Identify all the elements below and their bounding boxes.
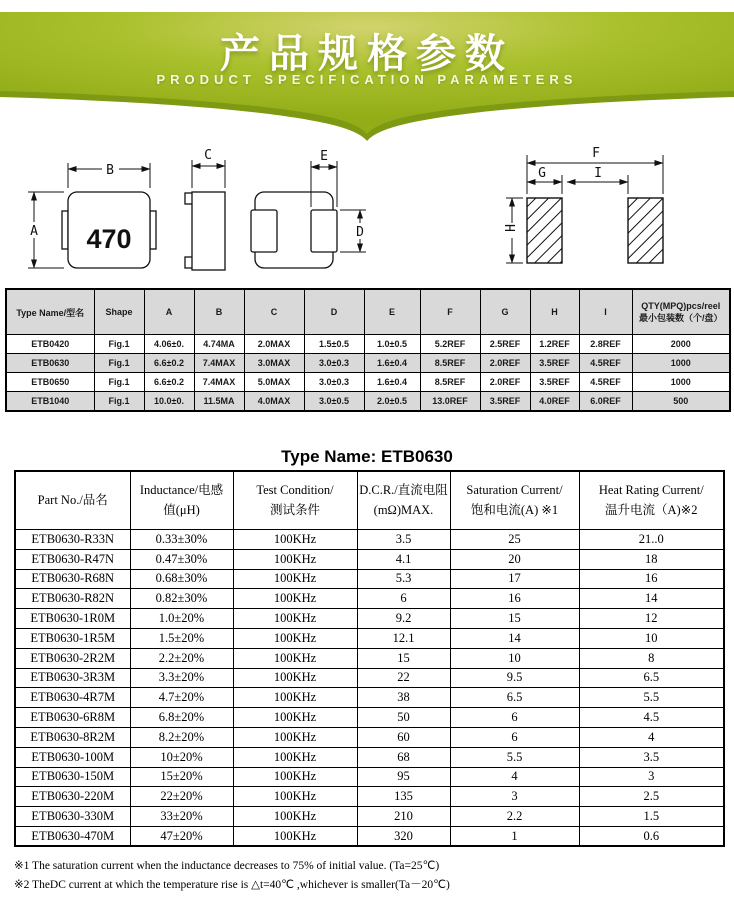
table-cell: 2.8REF <box>579 335 632 354</box>
table-cell: 4.0REF <box>530 392 579 411</box>
dim-label-c: C <box>204 148 212 163</box>
table-row <box>15 609 724 629</box>
table-row <box>6 354 730 373</box>
footnotes <box>14 857 714 895</box>
table-cell: 5.3 <box>357 569 450 589</box>
table-cell: 0.6 <box>579 826 724 846</box>
table-cell: Fig.1 <box>94 354 144 373</box>
table-cell: 0.68±30% <box>130 569 233 589</box>
table-row <box>15 826 724 846</box>
qty-header-line2: 最小包装数（个/盘） <box>638 312 723 323</box>
table-cell: 320 <box>357 826 450 846</box>
table-cell: 33±20% <box>130 807 233 827</box>
dim-label-i: I <box>594 166 602 181</box>
col-qty <box>632 289 730 335</box>
inductance-header-line2: 值(μH) <box>163 502 200 517</box>
table-cell: 0.82±30% <box>130 589 233 609</box>
table-cell: 100KHz <box>233 708 357 728</box>
table-cell: 12 <box>579 609 724 629</box>
table-cell: 1000 <box>632 373 730 392</box>
footnote-2: ※2 TheDC current at which the temperature rise is △t=40℃ ,whichever is smaller(Ta－20℃) <box>14 878 450 891</box>
table-cell: 100KHz <box>233 807 357 827</box>
dim-label-e: E <box>320 149 328 164</box>
spec-table <box>14 470 725 847</box>
table-cell: 3.3±20% <box>130 668 233 688</box>
table-cell: ETB0630-1R0M <box>15 609 130 629</box>
dim-label-g: G <box>538 166 546 181</box>
table-cell: ETB0420 <box>6 335 94 354</box>
table-cell: 4.7±20% <box>130 688 233 708</box>
table-cell: 20 <box>450 549 579 569</box>
table-cell: 135 <box>357 787 450 807</box>
table-row <box>15 549 724 569</box>
table-cell: 1.6±0.4 <box>364 373 420 392</box>
col-test-condition <box>233 471 357 530</box>
top-view-drawing <box>26 161 156 268</box>
table-cell: 8.2±20% <box>130 727 233 747</box>
table-cell: 8.5REF <box>420 373 480 392</box>
table-cell: 2.2±20% <box>130 648 233 668</box>
dimension-table <box>5 288 731 412</box>
table-cell: 3.5REF <box>530 373 579 392</box>
table-cell: ETB0630-1R5M <box>15 628 130 648</box>
col-b: B <box>194 289 244 335</box>
table-cell: 0.33±30% <box>130 530 233 550</box>
table-cell: 7.4MAX <box>194 373 244 392</box>
table-cell: 95 <box>357 767 450 787</box>
table-cell: ETB0650 <box>6 373 94 392</box>
dim-label-a: A <box>30 224 38 239</box>
col-h: H <box>530 289 579 335</box>
table-cell: 2.0REF <box>480 354 530 373</box>
table-cell: 1.6±0.4 <box>364 354 420 373</box>
col-dcr <box>357 471 450 530</box>
dimension-diagrams <box>0 135 734 295</box>
table-row <box>15 628 724 648</box>
table-cell: 12.1 <box>357 628 450 648</box>
table-cell: 100KHz <box>233 747 357 767</box>
table-cell: 10.0±0. <box>144 392 194 411</box>
table-cell: 1.2REF <box>530 335 579 354</box>
table-cell: 4.0MAX <box>244 392 304 411</box>
table-cell: 14 <box>579 589 724 609</box>
table-cell: 4.74MA <box>194 335 244 354</box>
table-cell: ETB0630-R33N <box>15 530 130 550</box>
header-banner <box>0 0 734 150</box>
dim-label-d: D <box>356 225 364 240</box>
table-cell: ETB0630-3R3M <box>15 668 130 688</box>
side-view-drawing <box>185 148 225 270</box>
table-cell: 5.0MAX <box>244 373 304 392</box>
table-cell: 6.0REF <box>579 392 632 411</box>
table-cell: 3.5 <box>357 530 450 550</box>
table-cell: ETB0630-470M <box>15 826 130 846</box>
table-cell: 25 <box>450 530 579 550</box>
table-cell: 14 <box>450 628 579 648</box>
table-cell: 16 <box>450 589 579 609</box>
dim-label-b: B <box>106 163 114 178</box>
table-cell: 100KHz <box>233 569 357 589</box>
page-subtitle: PRODUCT SPECIFICATION PARAMETERS <box>156 72 578 87</box>
table-cell: 3.0±0.3 <box>304 373 364 392</box>
table-cell: 13.0REF <box>420 392 480 411</box>
table-row <box>6 373 730 392</box>
col-i: I <box>579 289 632 335</box>
table-cell: 22±20% <box>130 787 233 807</box>
table-row <box>15 569 724 589</box>
table-cell: ETB0630-330M <box>15 807 130 827</box>
dim-label-h: H <box>504 224 519 232</box>
table-cell: 7.4MAX <box>194 354 244 373</box>
table-row <box>6 335 730 354</box>
table-cell: Fig.1 <box>94 373 144 392</box>
table-row <box>6 392 730 411</box>
table-cell: 15 <box>450 609 579 629</box>
table-cell: 1.0±20% <box>130 609 233 629</box>
table-cell: 6.5 <box>579 668 724 688</box>
col-d: D <box>304 289 364 335</box>
table-row <box>15 530 724 550</box>
qty-header-line1: QTY(MPQ)pcs/reel <box>641 300 721 311</box>
saturation-header-line2: 饱和电流(A) ※1 <box>470 502 559 517</box>
table-cell: 100KHz <box>233 668 357 688</box>
table-cell: 22 <box>357 668 450 688</box>
table-cell: 6 <box>450 727 579 747</box>
table-cell: 2000 <box>632 335 730 354</box>
table-row <box>15 767 724 787</box>
table-cell: 1.5 <box>579 807 724 827</box>
table-cell: 50 <box>357 708 450 728</box>
table-row <box>15 747 724 767</box>
col-f: F <box>420 289 480 335</box>
inductor-marking: 470 <box>86 224 132 255</box>
col-saturation-current <box>450 471 579 530</box>
col-shape: Shape <box>94 289 144 335</box>
table-cell: ETB0630-220M <box>15 787 130 807</box>
dim-label-f: F <box>592 146 600 161</box>
table-cell: 3.0MAX <box>244 354 304 373</box>
table-cell: 100KHz <box>233 609 357 629</box>
table-cell: 3.0±0.3 <box>304 354 364 373</box>
table-cell: 4.5 <box>579 708 724 728</box>
table-cell: 15 <box>357 648 450 668</box>
table-cell: 500 <box>632 392 730 411</box>
table-cell: 10±20% <box>130 747 233 767</box>
bottom-view-drawing <box>251 149 368 268</box>
table-cell: 100KHz <box>233 648 357 668</box>
table-cell: 60 <box>357 727 450 747</box>
table-cell: 16 <box>579 569 724 589</box>
table-cell: 3.5REF <box>480 392 530 411</box>
inductance-header-line1: Inductance/电感 <box>139 483 224 498</box>
table-cell: ETB0630 <box>6 354 94 373</box>
table-cell: 0.47±30% <box>130 549 233 569</box>
table-cell: 100KHz <box>233 589 357 609</box>
table-cell: 10 <box>450 648 579 668</box>
col-type-name: Type Name/型名 <box>6 289 94 335</box>
table-cell: 47±20% <box>130 826 233 846</box>
spec-table-header-row <box>15 471 724 530</box>
table-cell: 5.5 <box>450 747 579 767</box>
col-e: E <box>364 289 420 335</box>
table-row <box>15 708 724 728</box>
table-cell: 100KHz <box>233 530 357 550</box>
table-row <box>15 807 724 827</box>
table-cell: 68 <box>357 747 450 767</box>
table-cell: 15±20% <box>130 767 233 787</box>
table-cell: 17 <box>450 569 579 589</box>
table-cell: 6 <box>357 589 450 609</box>
table-cell: 3.5REF <box>530 354 579 373</box>
table-cell: 3.0±0.5 <box>304 392 364 411</box>
table-cell: 3 <box>450 787 579 807</box>
table-cell: ETB0630-100M <box>15 747 130 767</box>
test-condition-header-line2: 测试条件 <box>269 502 320 517</box>
table-cell: 100KHz <box>233 628 357 648</box>
heat-rating-header-line1: Heat Rating Current/ <box>598 483 704 498</box>
saturation-header-line1: Saturation Current/ <box>466 483 563 498</box>
test-condition-header-line1: Test Condition/ <box>256 483 334 498</box>
col-g: G <box>480 289 530 335</box>
table-cell: 2.0±0.5 <box>364 392 420 411</box>
table-cell: 6.6±0.2 <box>144 373 194 392</box>
table-cell: Fig.1 <box>94 392 144 411</box>
dimension-table-header-row <box>6 289 730 335</box>
table-cell: Fig.1 <box>94 335 144 354</box>
table-row <box>15 727 724 747</box>
table-cell: 11.5MA <box>194 392 244 411</box>
table-cell: 210 <box>357 807 450 827</box>
table-cell: 4.5REF <box>579 373 632 392</box>
table-cell: ETB0630-R47N <box>15 549 130 569</box>
table-cell: 100KHz <box>233 688 357 708</box>
table-cell: 1.0±0.5 <box>364 335 420 354</box>
table-cell: 4.06±0. <box>144 335 194 354</box>
table-cell: 2.0REF <box>480 373 530 392</box>
table-cell: 100KHz <box>233 767 357 787</box>
footnote-1: ※1 The saturation current when the inductance decreases to 75% of initial value. (Ta=25℃) <box>14 860 440 872</box>
table-cell: 8.5REF <box>420 354 480 373</box>
table-cell: 4.5REF <box>579 354 632 373</box>
table-cell: 9.5 <box>450 668 579 688</box>
page-title: 产品规格参数 <box>220 32 514 76</box>
col-c: C <box>244 289 304 335</box>
dcr-header-line1: D.C.R./直流电阻 <box>359 483 448 498</box>
table-cell: 4.1 <box>357 549 450 569</box>
table-row <box>15 787 724 807</box>
table-cell: 6.8±20% <box>130 708 233 728</box>
table-cell: 4 <box>450 767 579 787</box>
table-cell: ETB0630-150M <box>15 767 130 787</box>
col-inductance <box>130 471 233 530</box>
table-cell: 2.5 <box>579 787 724 807</box>
table-cell: 2.2 <box>450 807 579 827</box>
table-cell: 1 <box>450 826 579 846</box>
table-row <box>15 688 724 708</box>
col-part-no: Part No./品名 <box>15 471 130 530</box>
table-row <box>15 668 724 688</box>
table-cell: 21..0 <box>579 530 724 550</box>
table-cell: 6.5 <box>450 688 579 708</box>
table-cell: 5.5 <box>579 688 724 708</box>
table-cell: ETB0630-8R2M <box>15 727 130 747</box>
table-row <box>15 589 724 609</box>
table-cell: 1.5±0.5 <box>304 335 364 354</box>
table-cell: ETB0630-R82N <box>15 589 130 609</box>
table-cell: 3.5 <box>579 747 724 767</box>
table-cell: ETB0630-2R2M <box>15 648 130 668</box>
table-cell: 1000 <box>632 354 730 373</box>
table-cell: 9.2 <box>357 609 450 629</box>
table-cell: 3 <box>579 767 724 787</box>
table-cell: ETB0630-4R7M <box>15 688 130 708</box>
col-heat-rating-current <box>579 471 724 530</box>
table-cell: ETB1040 <box>6 392 94 411</box>
spec-table-title: Type Name: ETB0630 <box>281 447 453 466</box>
table-cell: 18 <box>579 549 724 569</box>
table-cell: 6 <box>450 708 579 728</box>
heat-rating-header-line2: 温升电流（A)※2 <box>605 502 698 517</box>
table-cell: 10 <box>579 628 724 648</box>
table-cell: 8 <box>579 648 724 668</box>
table-cell: 1.5±20% <box>130 628 233 648</box>
table-cell: 100KHz <box>233 787 357 807</box>
table-cell: 2.5REF <box>480 335 530 354</box>
col-a: A <box>144 289 194 335</box>
table-row <box>15 648 724 668</box>
table-cell: 100KHz <box>233 826 357 846</box>
land-pattern-drawing <box>504 146 663 263</box>
table-cell: 38 <box>357 688 450 708</box>
table-cell: 2.0MAX <box>244 335 304 354</box>
table-cell: 100KHz <box>233 549 357 569</box>
table-cell: ETB0630-R68N <box>15 569 130 589</box>
table-cell: 100KHz <box>233 727 357 747</box>
table-cell: ETB0630-6R8M <box>15 708 130 728</box>
dcr-header-line2: (mΩ)MAX. <box>373 502 434 517</box>
table-cell: 5.2REF <box>420 335 480 354</box>
table-cell: 6.6±0.2 <box>144 354 194 373</box>
table-cell: 4 <box>579 727 724 747</box>
